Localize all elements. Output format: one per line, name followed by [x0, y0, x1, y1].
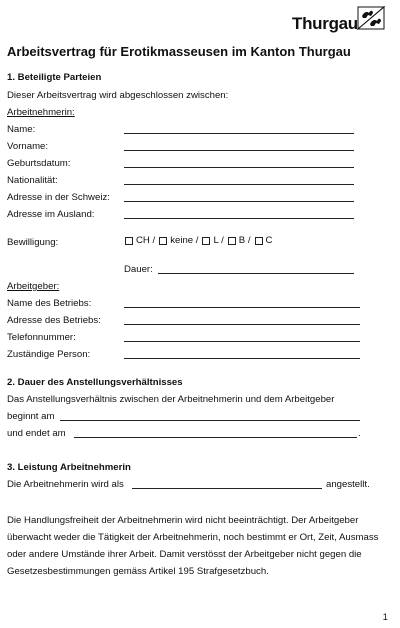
ends-field[interactable]: [74, 437, 357, 438]
employee-firstname-label: Vorname:: [7, 141, 49, 152]
employee-birthdate-field[interactable]: [124, 167, 354, 168]
employed-as-prefix: Die Arbeitnehmerin wird als: [7, 479, 124, 490]
employer-address-label: Adresse des Betriebs:: [7, 315, 101, 326]
permit-c-checkbox[interactable]: [255, 237, 263, 245]
employee-address-ch-field[interactable]: [124, 201, 354, 202]
section3-heading: 3. Leistung Arbeitnehmerin: [7, 462, 131, 473]
paragraph-line-4: Gesetzesbestimmungen gemäss Artikel 195 Strafgesetzbuch.: [7, 566, 269, 577]
permit-none-label: keine /: [170, 235, 199, 246]
permit-options: [125, 235, 276, 246]
employee-firstname-field[interactable]: [124, 150, 354, 151]
section1-heading: 1. Beteiligte Parteien: [7, 72, 102, 83]
paragraph-line-3: oder andere Umstände ihrer Arbeit. Damit verstösst der Arbeitgeber nicht gegen die: [7, 549, 362, 560]
permit-duration-field[interactable]: [158, 273, 354, 274]
section2-heading: 2. Dauer des Anstellungsverhältnisses: [7, 377, 183, 388]
employer-name-field[interactable]: [124, 307, 360, 308]
permit-l-checkbox[interactable]: [202, 237, 210, 245]
section1-intro: Dieser Arbeitsvertrag wird abgeschlossen zwischen:: [7, 90, 229, 101]
employer-contact-field[interactable]: [124, 358, 360, 359]
paragraph-line-2: überwacht weder die Tätigkeit der Arbeitnehmerin, noch bestimmt er Ort, Zeit, Ausmass: [7, 532, 379, 543]
employer-phone-label: Telefonnummer:: [7, 332, 76, 343]
ends-label: und endet am: [7, 428, 66, 439]
employee-address-abroad-label: Adresse im Ausland:: [7, 209, 95, 220]
begins-field[interactable]: [60, 420, 360, 421]
thurgau-crest-icon: [356, 4, 386, 32]
permit-b-checkbox[interactable]: [228, 237, 236, 245]
employed-as-field[interactable]: [132, 488, 322, 489]
logo-text: Thurgau: [292, 14, 358, 33]
employee-name-label: Name:: [7, 124, 36, 135]
permit-l-label: L /: [213, 235, 224, 246]
employee-nationality-label: Nationalität:: [7, 175, 58, 186]
permit-label: Bewilligung:: [7, 237, 59, 248]
employer-phone-field[interactable]: [124, 341, 360, 342]
permit-duration-label: Dauer:: [124, 264, 153, 275]
employee-birthdate-label: Geburtsdatum:: [7, 158, 71, 169]
section3-paragraph: [7, 512, 397, 580]
employee-address-abroad-field[interactable]: [124, 218, 354, 219]
begins-label: beginnt am: [7, 411, 55, 422]
employer-address-field[interactable]: [124, 324, 360, 325]
employee-nationality-field[interactable]: [124, 184, 354, 185]
paragraph-line-1: Die Handlungsfreiheit der Arbeitnehmerin wird nicht beeinträchtigt. Der Arbeitgeber: [7, 515, 359, 526]
permit-ch-checkbox[interactable]: [125, 237, 133, 245]
employee-heading: Arbeitnehmerin:: [7, 107, 75, 118]
employer-name-label: Name des Betriebs:: [7, 298, 92, 309]
employed-as-suffix: angestellt.: [326, 479, 370, 490]
section2-line1: Das Anstellungsverhältnis zwischen der Arbeitnehmerin und dem Arbeitgeber: [7, 394, 335, 405]
employee-address-ch-label: Adresse in der Schweiz:: [7, 192, 110, 203]
page-number: 1: [382, 612, 388, 623]
permit-none-checkbox[interactable]: [159, 237, 167, 245]
employee-name-field[interactable]: [124, 133, 354, 134]
thurgau-logo: [292, 4, 396, 36]
employer-contact-label: Zuständige Person:: [7, 349, 91, 360]
permit-c-label: C: [265, 235, 273, 246]
permit-ch-label: CH /: [136, 235, 156, 246]
ends-dot: .: [358, 428, 361, 439]
employer-heading: Arbeitgeber:: [7, 281, 60, 292]
permit-b-label: B /: [238, 235, 251, 246]
document-title: Arbeitsvertrag für Erotikmasseusen im Kanton Thurgau: [7, 44, 351, 59]
